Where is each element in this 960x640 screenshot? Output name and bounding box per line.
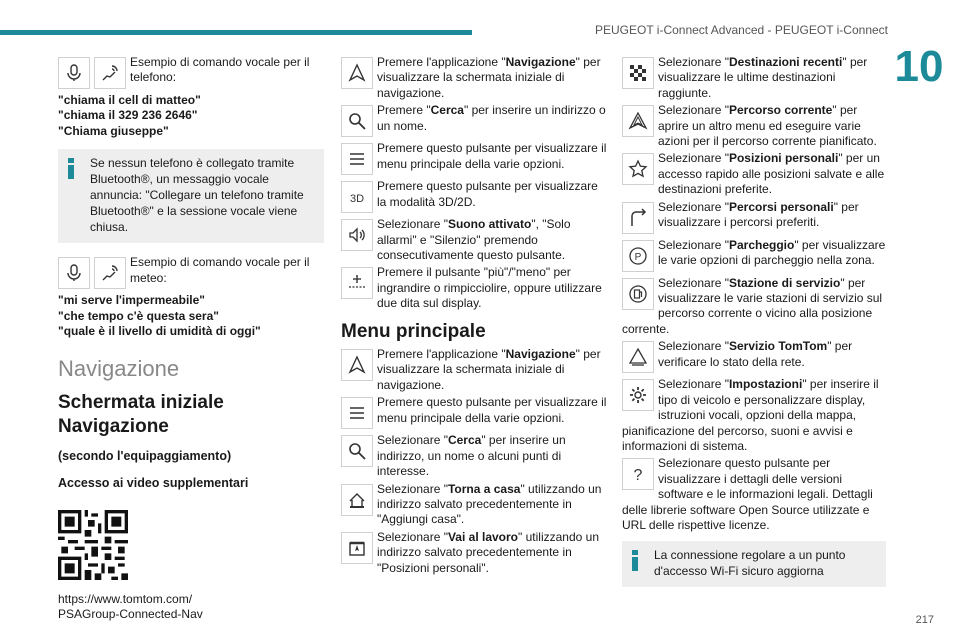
zoom-plus-minus-icon (341, 267, 373, 299)
item-text-pre: Premere questo pulsante per visualizzare la modalità 3D/2D. (377, 179, 598, 209)
item-text (341, 141, 607, 172)
item-text-pre: Premere questo pulsante per visualizzare il menu principale della varie opzioni. (377, 141, 607, 171)
function-item (622, 276, 886, 338)
item-text-bold: Navigazione (505, 347, 576, 362)
info-note-wifi (622, 541, 886, 587)
star-icon (622, 153, 654, 185)
voice-example-phone (58, 55, 324, 91)
3d-icon (341, 181, 373, 213)
item-text-post: " per inserire un indirizzo, un nome o alcuni punti di interesse. (377, 433, 566, 479)
function-item (341, 433, 607, 479)
function-item (341, 179, 607, 215)
item-text-pre: Selezionare " (658, 199, 729, 214)
item-text-pre: Selezionare " (658, 103, 729, 118)
item-text-pre: Selezionare " (377, 217, 448, 232)
settings-icon (622, 379, 654, 411)
item-text-pre: Selezionare " (377, 433, 448, 448)
info-note-bluetooth (58, 149, 324, 243)
function-item (341, 482, 607, 528)
page-number: 217 (915, 614, 934, 626)
phone-command: "Chiama giuseppe" (58, 123, 169, 138)
function-item (341, 347, 607, 393)
item-text-post: " per visualizzare le varie opzioni di parcheggio nella zona. (658, 237, 886, 268)
item-text (341, 265, 607, 311)
function-item (341, 55, 607, 101)
menu-icon (341, 143, 373, 175)
item-text (341, 482, 607, 528)
work-icon (341, 532, 373, 564)
item-text (622, 103, 886, 149)
item-text-bold: Impostazioni (728, 377, 803, 392)
url-line: https://www.tomtom.com/ (58, 592, 193, 607)
phone-command: "chiama il cell di matteo" (58, 93, 201, 107)
item-text-bold: Vai al lavoro (447, 529, 519, 544)
weather-command: "che tempo c'è questa sera" (58, 308, 219, 323)
item-text-bold: Cerca (430, 103, 464, 118)
function-item (622, 456, 886, 533)
item-text-pre: Selezionare " (658, 55, 729, 69)
weather-commands (58, 293, 324, 339)
qr-code-icon[interactable] (58, 510, 128, 580)
search-icon (341, 435, 373, 467)
item-text (622, 276, 886, 338)
item-text-post: " per aprire un altro menu ed eseguire varie azioni per il percorso corrente pianificato. (658, 103, 877, 149)
item-text (341, 217, 607, 263)
item-text (341, 55, 607, 101)
function-item (341, 103, 607, 139)
item-text-post: " utilizzando un indirizzo salvato precedentemente in "Aggiungi casa". (377, 481, 602, 527)
item-text-bold: Suono attivato (447, 217, 532, 232)
route-icon (622, 202, 654, 234)
item-text (341, 395, 607, 426)
svg-text:3D: 3D (349, 193, 365, 206)
home-icon (341, 484, 373, 516)
note-text: Se nessun telefono è collegato tramite Bluetooth®, un messaggio vocale annuncia: "Collegare un telefono tramite Bluetooth®" e la sessione vocale viene chiusa. (90, 156, 304, 235)
chapter-number: 10 (894, 42, 944, 91)
item-text-post: " per visualizzare i percorsi preferiti. (658, 199, 859, 230)
item-text-post: " per inserire il tipo di veicolo e personalizzare display, istruzioni vocali, opzioni della mappa, pianificazione del percorso, suoni e avvisi e informazioni di sistema. (622, 377, 879, 453)
column-1 (58, 55, 324, 623)
video-access-label: Accesso ai video supplementari (58, 476, 249, 491)
item-text (622, 151, 886, 197)
function-item (341, 530, 607, 576)
section-title: Navigazione (58, 356, 180, 382)
function-item (341, 395, 607, 431)
phone-commands (58, 93, 324, 139)
tomtom-service-icon (622, 341, 654, 373)
item-text (341, 433, 607, 479)
item-text (622, 339, 886, 370)
header-accent-bar (0, 30, 472, 35)
function-item (622, 377, 886, 454)
voice-hand-icon (94, 57, 126, 89)
function-item (622, 55, 886, 101)
item-text-post: " per verificare lo stato della rete. (658, 339, 853, 369)
function-item (622, 238, 886, 274)
item-text-post: " per visualizzare la schermata iniziale di navigazione. (377, 347, 601, 392)
item-text (622, 55, 886, 101)
item-text-pre: Premere l'applicazione " (377, 55, 506, 69)
function-item (341, 141, 607, 177)
item-text (341, 103, 607, 134)
item-text-pre: Selezionare questo pulsante per visualizzare i dettagli delle versioni software e le informazioni legali. Dettagli delle librerie software Open Source utilizzate e URL delle rispettive licenze. (622, 456, 873, 532)
info-icon (632, 550, 638, 572)
function-item (341, 265, 607, 311)
item-text-bold: Torna a casa (447, 481, 521, 496)
microphone-icon (58, 257, 90, 289)
item-text-bold: Parcheggio (728, 237, 795, 252)
item-text-pre: Premere questo pulsante per visualizzare il menu principale della varie opzioni. (377, 395, 607, 425)
item-text-post: " per visualizzare le ultime destinazioni raggiunte. (658, 55, 868, 100)
microphone-icon (58, 57, 90, 89)
item-text-pre: Selezionare " (658, 151, 729, 166)
running-header: PEUGEOT i-Connect Advanced - PEUGEOT i-Connect (594, 23, 888, 37)
function-item (622, 151, 886, 197)
voice-weather-desc: Esempio di comando vocale per il meteo: (130, 255, 310, 285)
navigation-arrow-icon (341, 349, 373, 381)
menu-icon (341, 397, 373, 429)
svg-text:P: P (634, 251, 642, 263)
search-icon (341, 105, 373, 137)
item-text-pre: Selezionare " (377, 529, 448, 544)
item-text-pre: Selezionare " (377, 481, 448, 496)
voice-hand-icon (94, 257, 126, 289)
item-text-post: " per visualizzare le varie stazioni di servizio sul percorso corrente o vicino alla posizione corrente. (622, 275, 883, 336)
fuel-station-icon (622, 278, 654, 310)
function-item (622, 103, 886, 149)
item-text (622, 456, 886, 533)
voice-example-weather (58, 255, 324, 291)
item-text (341, 530, 607, 576)
help-icon (622, 458, 654, 490)
weather-command: "mi serve l'impermeabile" (58, 293, 205, 308)
item-text-bold: Percorso corrente (728, 103, 833, 118)
svg-text:?: ? (633, 467, 643, 485)
item-text (622, 238, 886, 269)
note-text: La connessione regolare a un punto d'accesso Wi-Fi sicuro aggiorna (654, 548, 846, 579)
item-text-pre: Premere " (377, 103, 431, 118)
sound-icon (341, 219, 373, 251)
item-text-bold: Stazione di servizio (728, 275, 841, 290)
item-text-bold: Posizioni personali (728, 151, 839, 166)
current-route-icon (622, 105, 654, 137)
navigation-arrow-icon (341, 57, 373, 89)
item-text-bold: Servizio TomTom (728, 339, 828, 354)
item-text-pre: Selezionare " (658, 237, 729, 252)
parking-icon (622, 240, 654, 272)
url-line: PSAGroup-Connected-Nav (58, 607, 203, 622)
item-text-post: " per visualizzare la schermata iniziale di navigazione. (377, 55, 601, 100)
item-text-bold: Percorsi personali (728, 199, 834, 214)
item-text-post: ", "Solo allarmi" e "Silenzio" premendo consecutivamente questo pulsante. (377, 217, 571, 263)
equipment-note: (secondo l'equipaggiamento) (58, 448, 232, 463)
video-url[interactable] (58, 592, 324, 623)
function-item (622, 200, 886, 236)
item-text-pre: Selezionare " (658, 339, 729, 354)
phone-command: "chiama il 329 236 2646" (58, 108, 198, 123)
subsection-title: Schermata iniziale Navigazione (58, 391, 224, 437)
recent-destinations-icon (622, 57, 654, 89)
item-text-pre: Selezionare " (658, 377, 729, 392)
item-text-pre: Premere l'applicazione " (377, 347, 506, 362)
item-text (341, 347, 607, 393)
item-text-bold: Navigazione (505, 55, 576, 69)
item-text-pre: Premere il pulsante "più"/"meno" per ingrandire o rimpicciolire, oppure utilizzare due dita sul display. (377, 265, 602, 311)
item-text-post: " utilizzando un indirizzo salvato precedentemente in "Posizioni personali". (377, 529, 599, 575)
function-item (341, 217, 607, 263)
item-text (622, 200, 886, 231)
item-text-post: " per un accesso rapido alle posizioni salvate e alle destinazioni preferite. (658, 151, 885, 197)
column-3 (622, 55, 886, 599)
function-item (622, 339, 886, 375)
voice-phone-desc: Esempio di comando vocale per il telefono: (130, 55, 310, 85)
item-text (622, 377, 886, 454)
item-text (341, 179, 607, 210)
info-icon (68, 158, 74, 180)
column-2 (341, 55, 607, 578)
menu-title: Menu principale (341, 320, 486, 342)
item-text-pre: Selezionare " (658, 275, 729, 290)
item-text-bold: Cerca (447, 433, 482, 448)
weather-command: "quale è il livello di umidità di oggi" (58, 324, 261, 339)
item-text-bold: Destinazioni recenti (728, 55, 843, 69)
item-text-post: " per inserire un indirizzo o un nome. (377, 103, 606, 133)
